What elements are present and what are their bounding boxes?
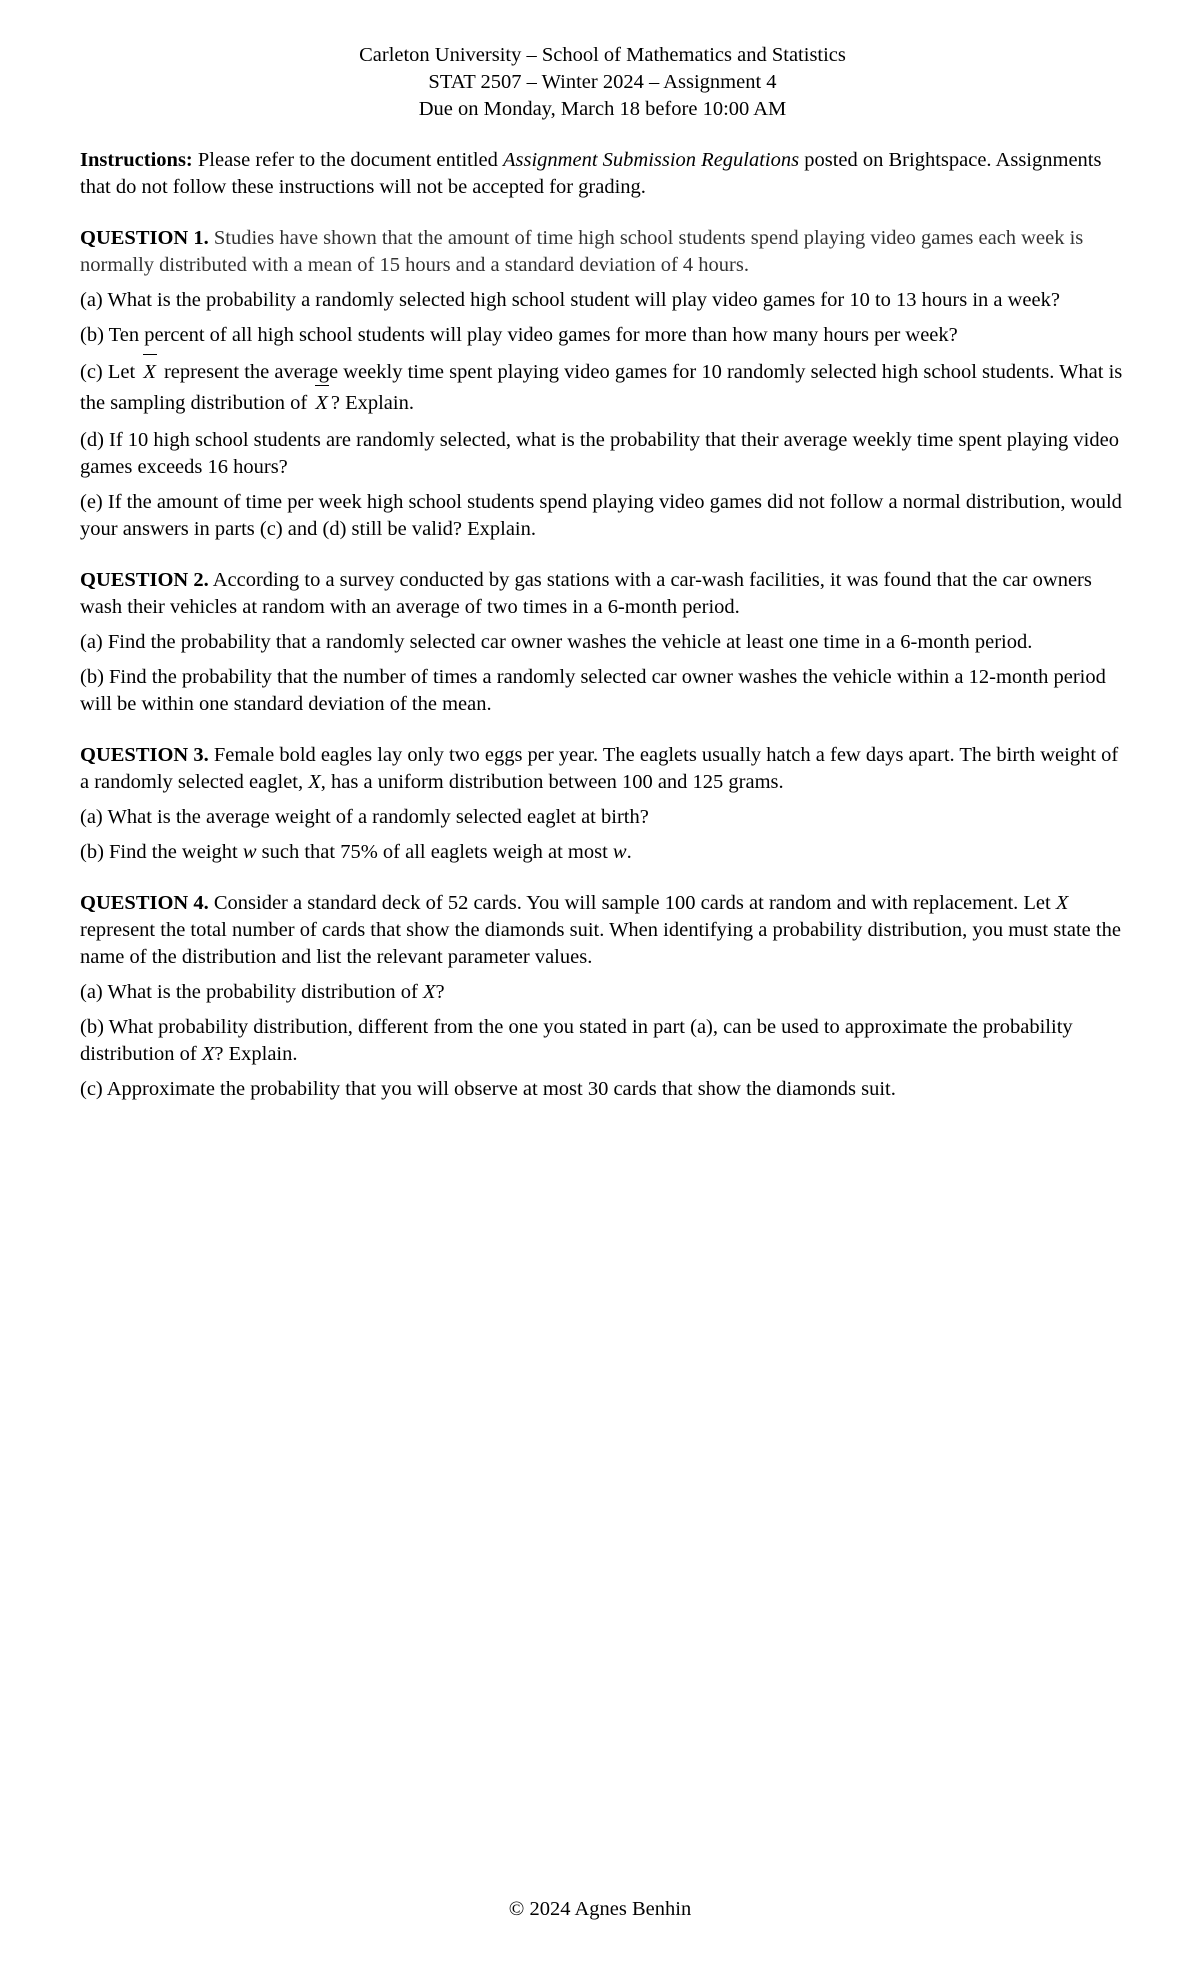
question-2 <box>80 567 1125 718</box>
q2-intro <box>80 567 1125 621</box>
q3-intro-var: X <box>308 771 321 793</box>
instructions-text-before: Please refer to the document entitled <box>192 149 503 171</box>
q4-part-c: (c) Approximate the probability that you will observe at most 30 cards that show the diamonds suit. <box>80 1078 896 1100</box>
q1-part-c <box>80 357 1125 419</box>
instructions-paragraph <box>80 147 1125 201</box>
question-1 <box>80 225 1125 543</box>
q4-a-var: X <box>422 981 436 1003</box>
q4-b-end: ? Explain. <box>214 1043 298 1065</box>
instructions-doc-title: Assignment Submission Regulations <box>503 149 800 171</box>
q4-a-before: (a) What is the probability distribution of <box>80 981 423 1003</box>
q3-b-var2: w <box>612 841 627 863</box>
q4-intro-var: X <box>1055 892 1069 914</box>
assignment-page <box>80 42 1125 1103</box>
q4-label: QUESTION 4. <box>80 892 209 914</box>
q3-intro-after: , has a uniform distribution between 100 and 125 grams. <box>320 771 784 793</box>
q3-b-var1: w <box>242 841 257 863</box>
q4-part-a <box>80 979 1125 1006</box>
q3-b-mid: such that 75% of all eaglets weigh at most <box>256 841 613 863</box>
q3-part-a: (a) What is the average weight of a randomly selected eaglet at birth? <box>80 806 649 828</box>
q2-intro-text: According to a survey conducted by gas stations with a car-wash facilities, it was found that the car owners wash their vehicles at random with an average of two times in a 6-month period. <box>80 569 1092 618</box>
q1-part-e: (e) If the amount of time per week high school students spend playing video games did not follow a normal distribution, would your answers in parts (c) and (d) still be valid? Explain. <box>80 491 1122 540</box>
q4-b-before: (b) What probability distribution, different from the one you stated in part (a), can be used to approximate the probability distribution of <box>80 1016 1073 1065</box>
instructions-text-after: posted on Brightspace. Assignments that do not follow these instructions will not be accepted for grading. <box>80 149 1102 198</box>
copyright-footer: © 2024 Agnes Benhin <box>508 1898 692 1920</box>
q3-label: QUESTION 3. <box>80 744 209 766</box>
q4-part-b <box>80 1014 1125 1068</box>
q2-label: QUESTION 2. <box>80 569 209 591</box>
document-header <box>80 42 1125 123</box>
q1-c-xbar: X <box>140 357 159 388</box>
question-3 <box>80 742 1125 866</box>
header-university: Carleton University – School of Mathematics and Statistics <box>359 44 846 66</box>
q3-intro <box>80 742 1125 796</box>
header-course: STAT 2507 – Winter 2024 – Assignment 4 <box>428 71 777 93</box>
q3-intro-before: Female bold eagles lay only two eggs per year. The eaglets usually hatch a few days apart. The birth weight of a randomly selected eaglet, <box>80 744 1119 793</box>
q3-part-b <box>80 839 1125 866</box>
q1-intro <box>80 225 1125 279</box>
q4-intro-before: Consider a standard deck of 52 cards. You will sample 100 cards at random and with replacement. Let <box>208 892 1056 914</box>
q1-c-mid: represent the average weekly time spent playing video games for 10 randomly selected high school students. What is the sampling distribution of <box>80 361 1123 414</box>
q2-part-a: (a) Find the probability that a randomly selected car owner washes the vehicle at least one time in a 6-month period. <box>80 631 1033 653</box>
q1-intro-text: Studies have shown that the amount of time high school students spend playing video games each week is normally distributed with a mean of 15 hours and a standard deviation of 4 hours. <box>80 227 1084 276</box>
question-4 <box>80 890 1125 1103</box>
q1-part-b: (b) Ten percent of all high school students will play video games for more than how many hours per week? <box>80 324 958 346</box>
q1-c-xbar-2: X <box>312 388 331 419</box>
q3-b-end: . <box>626 841 632 863</box>
header-due-date: Due on Monday, March 18 before 10:00 AM <box>418 98 787 120</box>
q4-intro <box>80 890 1125 971</box>
q1-c-end: ? Explain. <box>330 392 414 414</box>
q4-a-end: ? <box>435 981 445 1003</box>
q1-c-prefix: (c) Let <box>80 361 136 383</box>
instructions-label: Instructions: <box>80 149 193 171</box>
q2-part-b: (b) Find the probability that the number of times a randomly selected car owner washes the vehicle within a 12-month period will be within one standard deviation of the mean. <box>80 666 1106 715</box>
q1-part-a: (a) What is the probability a randomly selected high school student will play video games for 10 to 13 hours in a week? <box>80 289 1060 311</box>
q1-part-d: (d) If 10 high school students are randomly selected, what is the probability that their average weekly time spent playing video games exceeds 16 hours? <box>80 429 1119 478</box>
q4-b-var: X <box>201 1043 215 1065</box>
q3-b-before: (b) Find the weight <box>80 841 243 863</box>
q4-intro-after: represent the total number of cards that show the diamonds suit. When identifying a probability distribution, you must state the name of the distribution and list the relevant parameter values. <box>80 919 1121 968</box>
q1-label: QUESTION 1. <box>80 227 209 249</box>
